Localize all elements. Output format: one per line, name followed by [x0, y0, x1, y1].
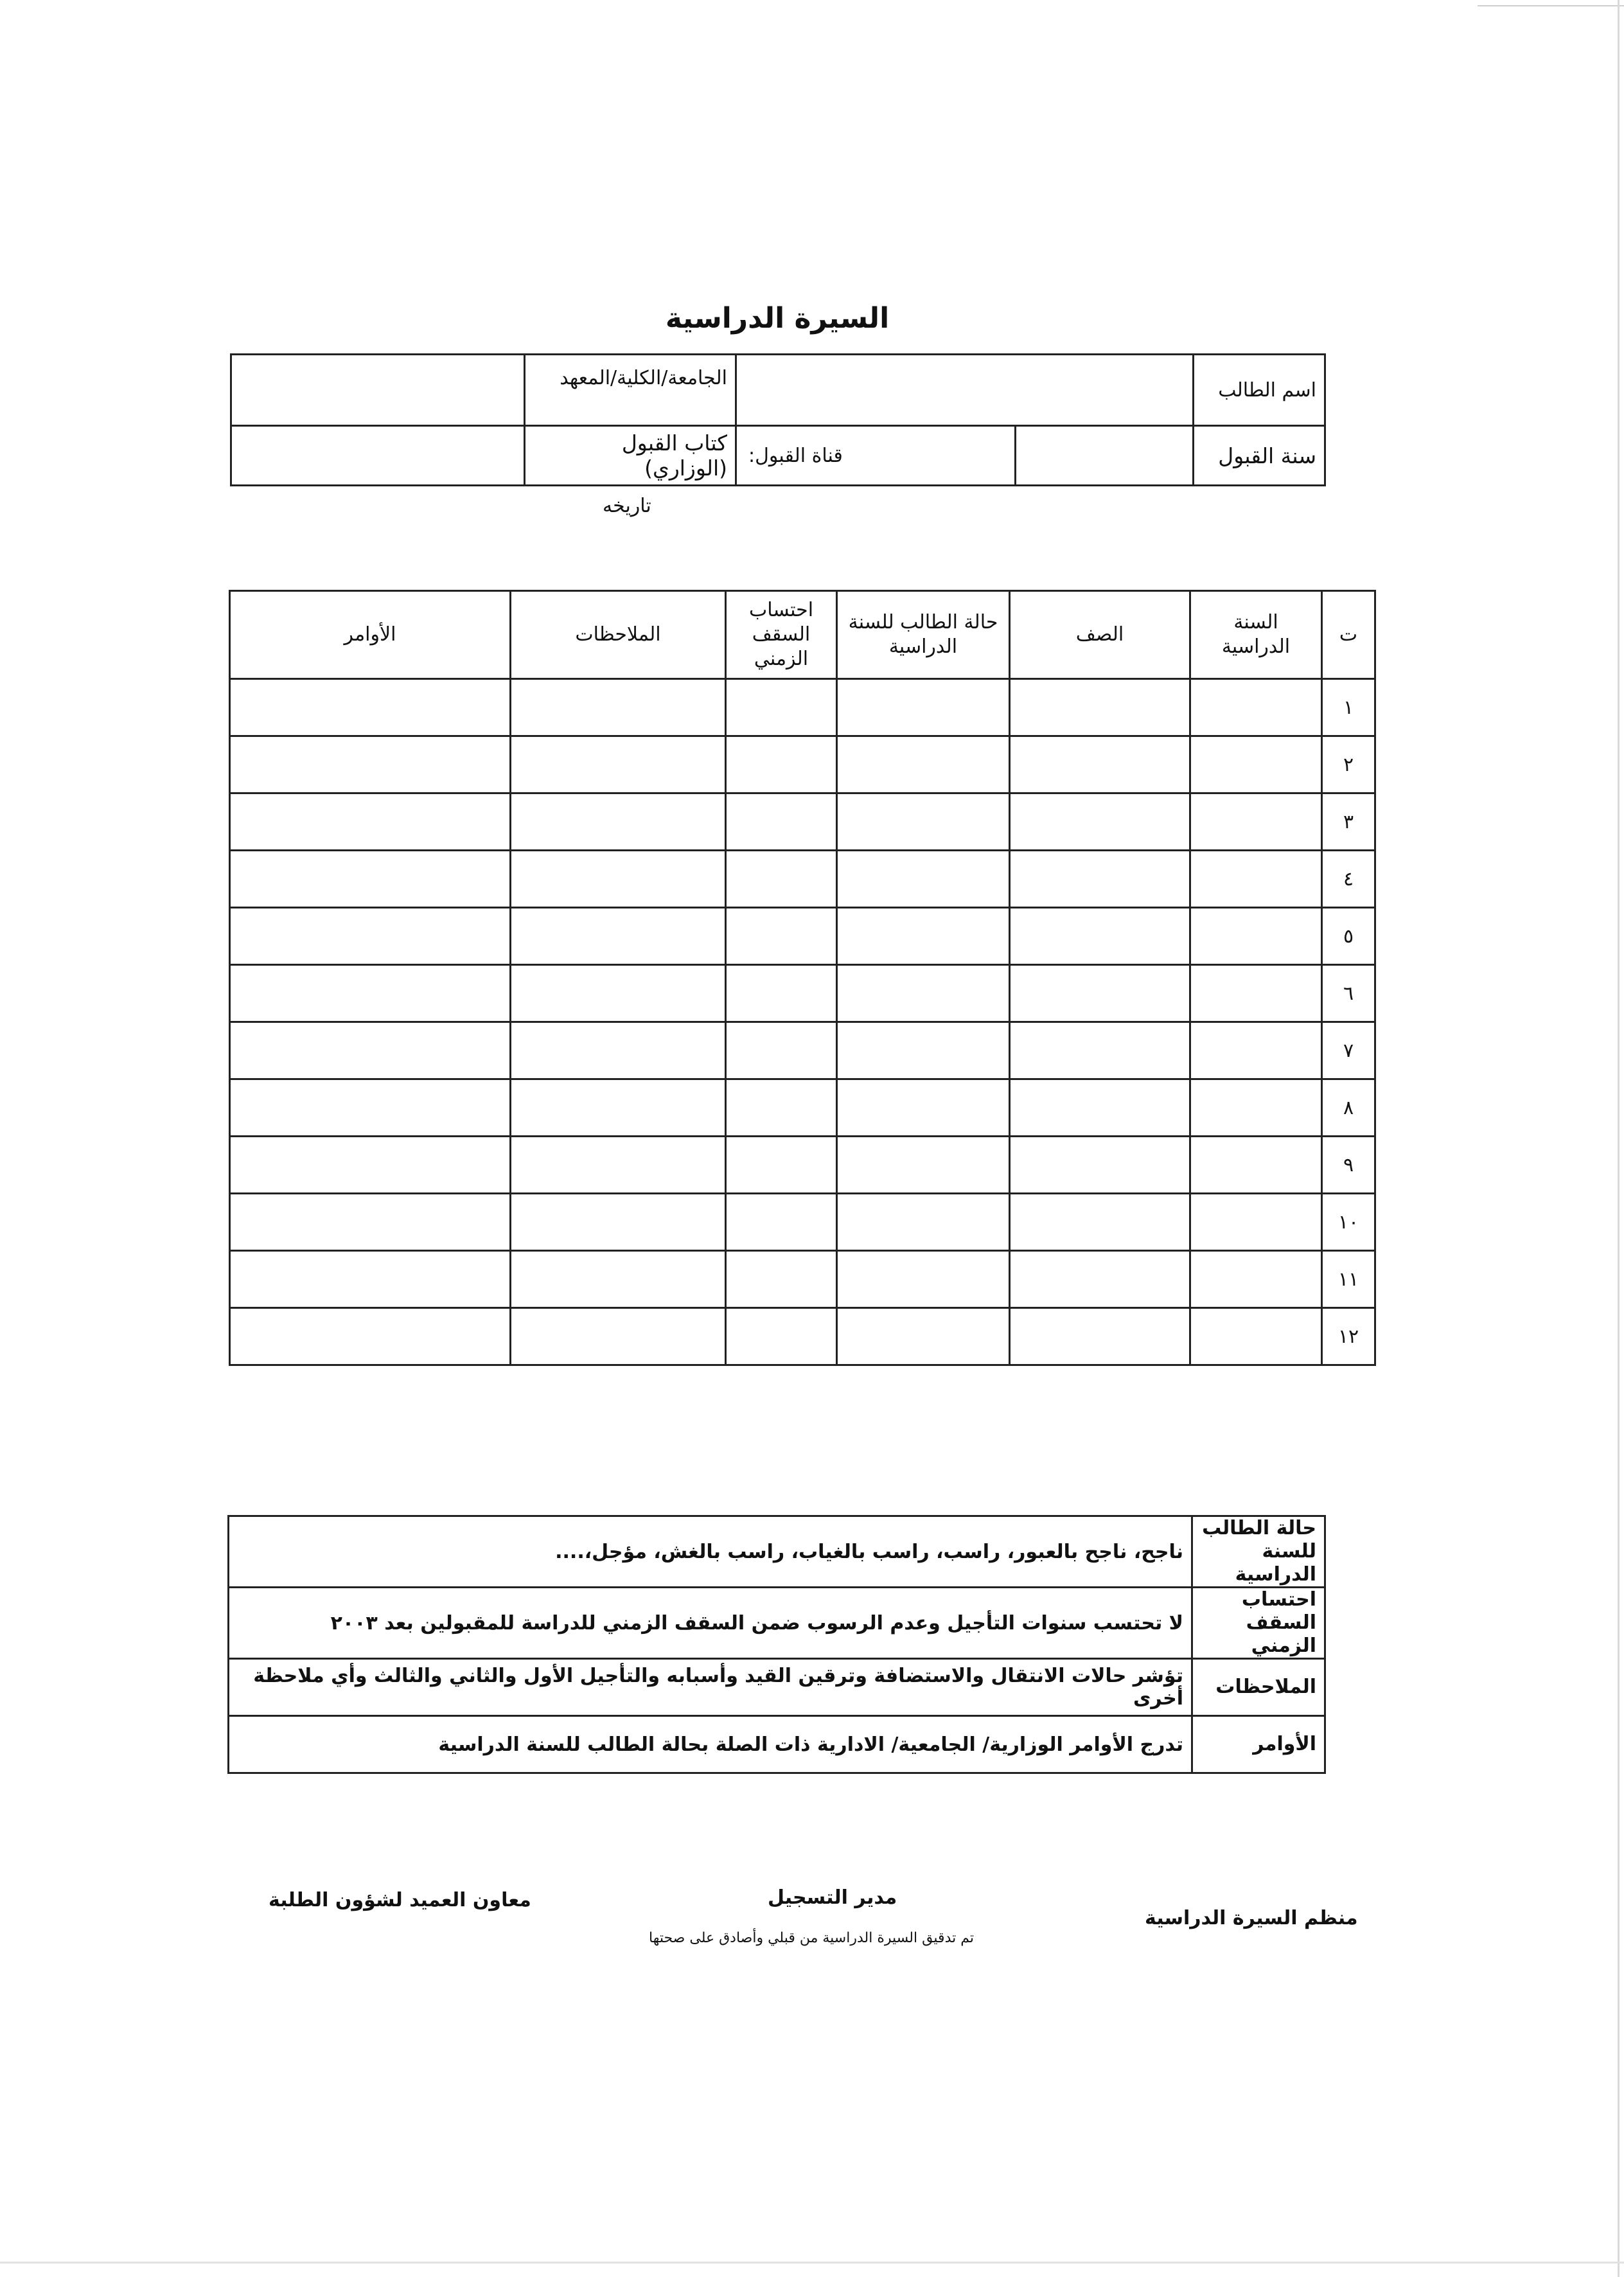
- col-header-year: السنة الدراسية: [1190, 591, 1322, 679]
- table-row: [230, 1022, 1375, 1079]
- cell-notes[interactable]: [511, 736, 726, 793]
- cell-status[interactable]: [837, 908, 1010, 965]
- row-number: ٩: [1322, 1137, 1375, 1194]
- row-number: ٥: [1322, 908, 1375, 965]
- admission-year-label: سنة القبول: [1194, 426, 1325, 486]
- table-row: [230, 1079, 1375, 1137]
- cell-notes[interactable]: [511, 679, 726, 736]
- row-number: ١: [1322, 679, 1375, 736]
- cell-year[interactable]: [1190, 965, 1322, 1022]
- legend-row: [229, 1716, 1325, 1773]
- cell-class[interactable]: [1010, 1194, 1190, 1251]
- cell-class[interactable]: [1010, 793, 1190, 851]
- university-field[interactable]: [231, 355, 525, 426]
- cell-notes[interactable]: [511, 793, 726, 851]
- cell-class[interactable]: [1010, 1251, 1190, 1308]
- page-title: السيرة الدراسية: [665, 302, 890, 335]
- legend-value-notes: تؤشر حالات الانتقال والاستضافة وترقين القيد وأسبابه والتأجيل الأول والثاني والثالث وأي ملاحظة أخرى: [229, 1659, 1192, 1716]
- row-number: ٨: [1322, 1079, 1375, 1137]
- table-row: [230, 1137, 1375, 1194]
- cell-year[interactable]: [1190, 1079, 1322, 1137]
- cell-orders[interactable]: [230, 1022, 511, 1079]
- cell-time-limit[interactable]: [726, 736, 837, 793]
- cell-time-limit[interactable]: [726, 1308, 837, 1365]
- cell-orders[interactable]: [230, 1137, 511, 1194]
- cell-notes[interactable]: [511, 1079, 726, 1137]
- cell-time-limit[interactable]: [726, 1079, 837, 1137]
- cell-status[interactable]: [837, 851, 1010, 908]
- table-row: [230, 1308, 1375, 1365]
- cell-status[interactable]: [837, 1137, 1010, 1194]
- legend-value-status: ناجح، ناجح بالعبور، راسب، راسب بالغياب، راسب بالغش، مؤجل،....: [229, 1516, 1192, 1588]
- cell-notes[interactable]: [511, 1022, 726, 1079]
- row-number: ١١: [1322, 1251, 1375, 1308]
- col-header-orders: الأوامر: [230, 591, 511, 679]
- cell-notes[interactable]: [511, 965, 726, 1022]
- table-row: [230, 851, 1375, 908]
- col-header-seq: ت: [1322, 591, 1375, 679]
- legend-key-orders: الأوامر: [1192, 1716, 1325, 1773]
- cell-orders[interactable]: [230, 679, 511, 736]
- organizer-signature: منظم السيرة الدراسية: [1145, 1907, 1358, 1929]
- cell-year[interactable]: [1190, 679, 1322, 736]
- cell-class[interactable]: [1010, 1022, 1190, 1079]
- scan-edge-top: [1478, 5, 1624, 6]
- cell-class[interactable]: [1010, 851, 1190, 908]
- legend-table: [227, 1515, 1326, 1774]
- cell-notes[interactable]: [511, 1194, 726, 1251]
- cell-class[interactable]: [1010, 736, 1190, 793]
- table-row: [230, 1194, 1375, 1251]
- cell-orders[interactable]: [230, 1251, 511, 1308]
- cell-status[interactable]: [837, 1079, 1010, 1137]
- row-number: ٧: [1322, 1022, 1375, 1079]
- legend-key-status: حالة الطالب للسنة الدراسية: [1192, 1516, 1325, 1588]
- cell-orders[interactable]: [230, 851, 511, 908]
- cell-notes[interactable]: [511, 908, 726, 965]
- cell-class[interactable]: [1010, 1079, 1190, 1137]
- cell-time-limit[interactable]: [726, 965, 837, 1022]
- col-header-status: حالة الطالب للسنة الدراسية: [837, 591, 1010, 679]
- row-number: ١٢: [1322, 1308, 1375, 1365]
- legend-row: [229, 1588, 1325, 1659]
- cell-time-limit[interactable]: [726, 1022, 837, 1079]
- cell-class[interactable]: [1010, 1137, 1190, 1194]
- student-name-field[interactable]: [736, 355, 1194, 426]
- cell-year[interactable]: [1190, 1308, 1322, 1365]
- col-header-time-limit: احتساب السقف الزمني: [726, 591, 837, 679]
- cell-status[interactable]: [837, 1022, 1010, 1079]
- cell-class[interactable]: [1010, 679, 1190, 736]
- table-row: [230, 679, 1375, 736]
- col-header-notes: الملاحظات: [511, 591, 726, 679]
- dean-assistant-signature: معاون العميد لشؤون الطلبة: [269, 1889, 531, 1911]
- cell-time-limit[interactable]: [726, 1194, 837, 1251]
- cell-year[interactable]: [1190, 851, 1322, 908]
- cell-notes[interactable]: [511, 1251, 726, 1308]
- scan-edge-bottom: [0, 2262, 1624, 2264]
- legend-row: [229, 1516, 1325, 1588]
- cell-class[interactable]: [1010, 908, 1190, 965]
- legend-row: [229, 1659, 1325, 1716]
- student-name-label: اسم الطالب: [1194, 355, 1325, 426]
- cell-year[interactable]: [1190, 1194, 1322, 1251]
- cell-notes[interactable]: [511, 1137, 726, 1194]
- legend-key-notes: الملاحظات: [1192, 1659, 1325, 1716]
- student-info-table: [230, 353, 1326, 486]
- row-number: ٤: [1322, 851, 1375, 908]
- row-number: ١٠: [1322, 1194, 1375, 1251]
- cell-time-limit[interactable]: [726, 1137, 837, 1194]
- cell-status[interactable]: [837, 1194, 1010, 1251]
- cell-time-limit[interactable]: [726, 1251, 837, 1308]
- cell-orders[interactable]: [230, 793, 511, 851]
- legend-value-orders: تدرج الأوامر الوزارية/ الجامعية/ الادارية ذات الصلة بحالة الطالب للسنة الدراسية: [229, 1716, 1192, 1773]
- registrar-note: تم تدقيق السيرة الدراسية من قبلي وأصادق على صحتها: [649, 1930, 974, 1946]
- table-row: [230, 736, 1375, 793]
- admission-year-field[interactable]: [1016, 426, 1194, 486]
- row-number: ٢: [1322, 736, 1375, 793]
- cell-time-limit[interactable]: [726, 908, 837, 965]
- cell-year[interactable]: [1190, 1137, 1322, 1194]
- admission-letter-field[interactable]: [231, 426, 525, 486]
- row-number: ٦: [1322, 965, 1375, 1022]
- cell-year[interactable]: [1190, 1022, 1322, 1079]
- cell-class[interactable]: [1010, 1308, 1190, 1365]
- cell-orders[interactable]: [230, 1194, 511, 1251]
- table-row: [230, 1251, 1375, 1308]
- table-row: [230, 793, 1375, 851]
- cell-class[interactable]: [1010, 965, 1190, 1022]
- registrar-signature: مدير التسجيل: [768, 1886, 897, 1909]
- col-header-class: الصف: [1010, 591, 1190, 679]
- date-label: تاريخه: [603, 495, 651, 517]
- university-label: الجامعة/الكلية/المعهد: [525, 355, 736, 426]
- row-number: ٣: [1322, 793, 1375, 851]
- cell-orders[interactable]: [230, 1308, 511, 1365]
- cell-orders[interactable]: [230, 1079, 511, 1137]
- cell-year[interactable]: [1190, 793, 1322, 851]
- academic-record-table: [229, 590, 1376, 1366]
- cell-notes[interactable]: [511, 851, 726, 908]
- cell-status[interactable]: [837, 793, 1010, 851]
- cell-time-limit[interactable]: [726, 851, 837, 908]
- cell-status[interactable]: [837, 736, 1010, 793]
- table-row: [230, 908, 1375, 965]
- table-row: [230, 965, 1375, 1022]
- cell-year[interactable]: [1190, 1251, 1322, 1308]
- cell-orders[interactable]: [230, 965, 511, 1022]
- cell-year[interactable]: [1190, 908, 1322, 965]
- cell-time-limit[interactable]: [726, 793, 837, 851]
- cell-orders[interactable]: [230, 908, 511, 965]
- admission-letter-label: كتاب القبول (الوزاري): [525, 426, 736, 486]
- legend-value-time-limit: لا تحتسب سنوات التأجيل وعدم الرسوب ضمن السقف الزمني للدراسة للمقبولين بعد ٢٠٠٣: [229, 1588, 1192, 1659]
- scan-edge-right: [1618, 0, 1620, 2277]
- cell-status[interactable]: [837, 679, 1010, 736]
- cell-status[interactable]: [837, 1251, 1010, 1308]
- legend-key-time-limit: احتساب السقف الزمني: [1192, 1588, 1325, 1659]
- cell-time-limit[interactable]: [726, 679, 837, 736]
- admission-channel-label: قناة القبول:: [736, 426, 1016, 486]
- cell-status[interactable]: [837, 965, 1010, 1022]
- cell-year[interactable]: [1190, 736, 1322, 793]
- cell-notes[interactable]: [511, 1308, 726, 1365]
- cell-status[interactable]: [837, 1308, 1010, 1365]
- cell-orders[interactable]: [230, 736, 511, 793]
